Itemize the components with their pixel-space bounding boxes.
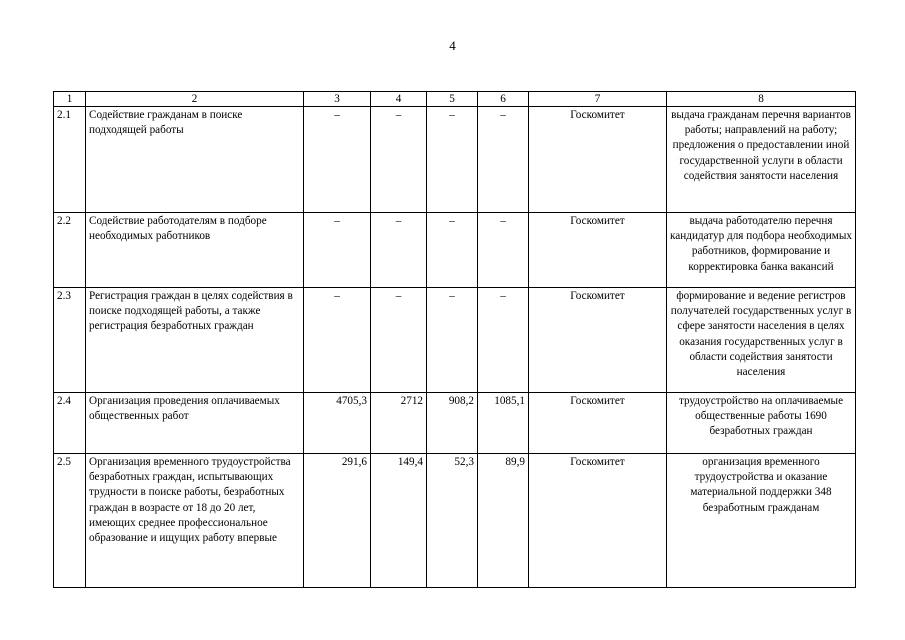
table-row	[54, 107, 856, 213]
value-cell: –	[478, 107, 529, 213]
service-name: Организация временного трудоустройства безработных граждан, испытывающих трудности в поиске работы, безработных граждан в возрасте от 18 до 20 лет, имеющих среднее профессиональное образование и ищущих работу впервые	[86, 454, 304, 588]
result-cell: формирование и ведение регистров получателей государственных услуг в сфере занятости населения в целях оказания государственных услуг в области содействия занятости населения	[667, 288, 856, 393]
service-name: Организация проведения оплачиваемых общественных работ	[86, 393, 304, 454]
row-number: 2.2	[54, 213, 86, 288]
header-cell: 5	[427, 92, 478, 107]
value-cell: –	[478, 213, 529, 288]
header-cell: 4	[371, 92, 427, 107]
value-cell: –	[371, 213, 427, 288]
header-cell: 8	[667, 92, 856, 107]
header-cell: 6	[478, 92, 529, 107]
table-row	[54, 454, 856, 588]
result-cell: выдача гражданам перечня вариантов работы; направлений на работу; предложения о предоставлении иной государственной услуги в области содействия занятости населения	[667, 107, 856, 213]
organization-cell: Госкомитет	[529, 454, 667, 588]
row-number: 2.1	[54, 107, 86, 213]
value-cell: –	[427, 107, 478, 213]
value-cell: 52,3	[427, 454, 478, 588]
service-name: Содействие гражданам в поиске подходящей работы	[86, 107, 304, 213]
header-cell: 3	[304, 92, 371, 107]
service-name: Регистрация граждан в целях содействия в поиске подходящей работы, а также регистрация безработных граждан	[86, 288, 304, 393]
value-cell: 4705,3	[304, 393, 371, 454]
result-cell: выдача работодателю перечня кандидатур для подбора необходимых работников, формирование и корректировка банка вакансий	[667, 213, 856, 288]
row-number: 2.5	[54, 454, 86, 588]
value-cell: –	[304, 107, 371, 213]
document-table	[53, 91, 856, 588]
value-cell: –	[427, 213, 478, 288]
value-cell: –	[371, 107, 427, 213]
value-cell: 908,2	[427, 393, 478, 454]
table-row	[54, 288, 856, 393]
result-cell: трудоустройство на оплачиваемые общественные работы 1690 безработных граждан	[667, 393, 856, 454]
value-cell: –	[304, 288, 371, 393]
table-header-row	[54, 92, 856, 107]
result-cell: организация временного трудоустройства и оказание материальной поддержки 348 безработным гражданам	[667, 454, 856, 588]
header-cell: 7	[529, 92, 667, 107]
table-row	[54, 393, 856, 454]
row-number: 2.4	[54, 393, 86, 454]
value-cell: 291,6	[304, 454, 371, 588]
organization-cell: Госкомитет	[529, 288, 667, 393]
header-cell: 1	[54, 92, 86, 107]
page-number: 4	[449, 38, 456, 53]
organization-cell: Госкомитет	[529, 393, 667, 454]
organization-cell: Госкомитет	[529, 107, 667, 213]
value-cell: 149,4	[371, 454, 427, 588]
service-name: Содействие работодателям в подборе необходимых работников	[86, 213, 304, 288]
value-cell: –	[304, 213, 371, 288]
value-cell: 89,9	[478, 454, 529, 588]
organization-cell: Госкомитет	[529, 213, 667, 288]
value-cell: 1085,1	[478, 393, 529, 454]
value-cell: –	[427, 288, 478, 393]
header-cell: 2	[86, 92, 304, 107]
value-cell: 2712	[371, 393, 427, 454]
value-cell: –	[478, 288, 529, 393]
row-number: 2.3	[54, 288, 86, 393]
table-row	[54, 213, 856, 288]
value-cell: –	[371, 288, 427, 393]
